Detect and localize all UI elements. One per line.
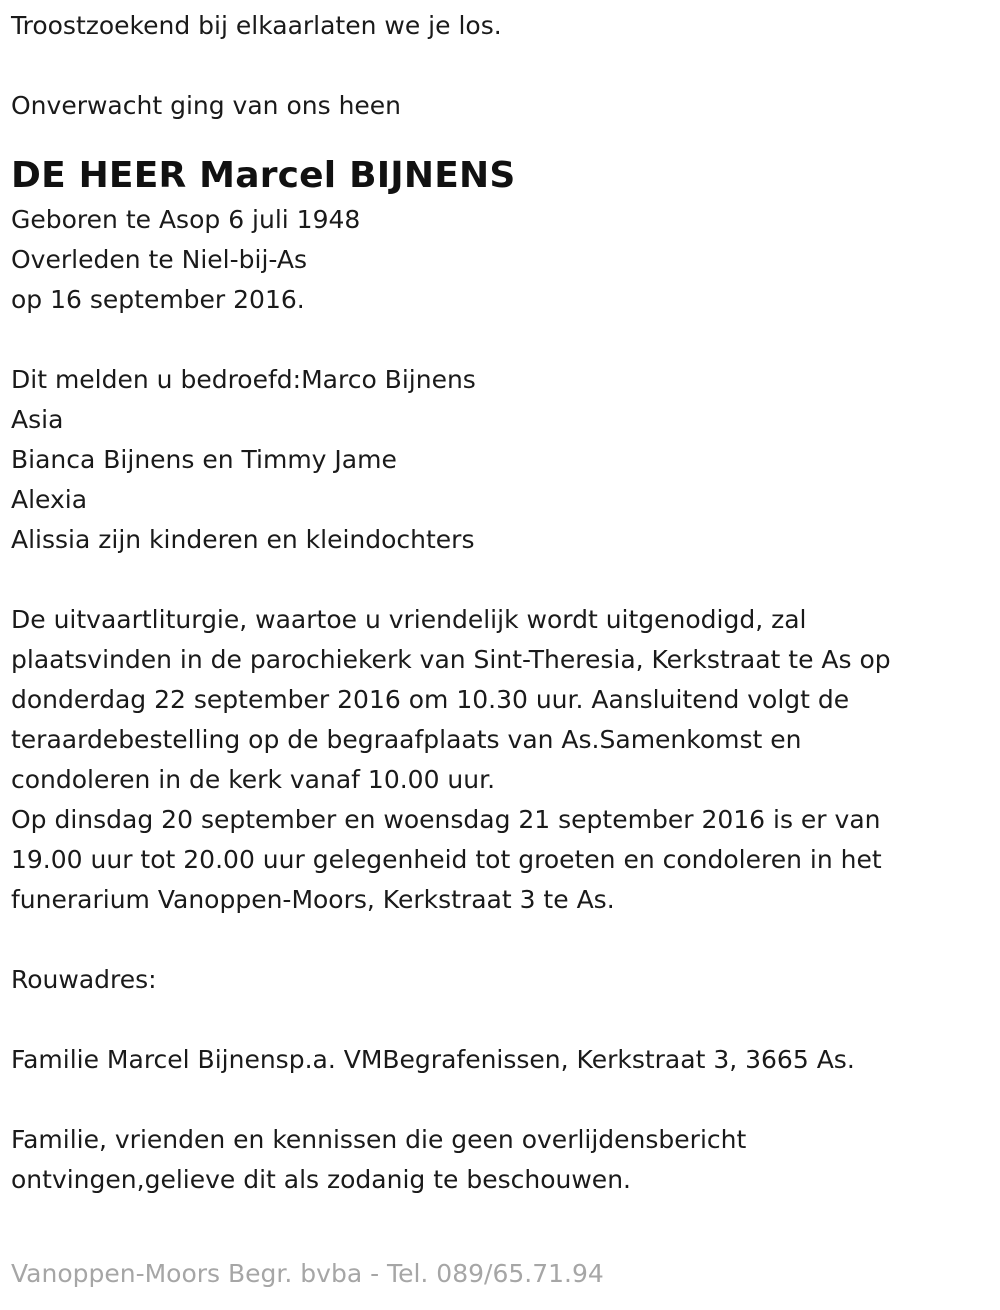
spacer [11, 126, 986, 150]
spacer [11, 320, 986, 360]
funeral-line: Op dinsdag 20 september en woensdag 21 september 2016 is er van [11, 805, 881, 834]
deceased-name: DE HEER Marcel BIJNENS [11, 155, 516, 196]
death-place: Overleden te Niel-bij-As [11, 245, 307, 274]
funeral-home-footer: Vanoppen-Moors Begr. bvba - Tel. 089/65.71.94 [11, 1259, 604, 1288]
funeral-line: funerarium Vanoppen-Moors, Kerkstraat 3 te As. [11, 885, 615, 914]
funeral-line: teraardebestelling op de begraafplaats van As.Samenkomst en [11, 725, 802, 754]
mourner-line: Bianca Bijnens en Timmy Jame [11, 445, 397, 474]
mourners-list [11, 360, 986, 560]
spacer [11, 1000, 986, 1040]
intro-quote: Troostzoekend bij elkaarlaten we je los. [11, 11, 502, 40]
notice-paragraph [11, 1120, 986, 1200]
funeral-line: donderdag 22 september 2016 om 10.30 uur. Aansluitend volgt de [11, 685, 850, 714]
spacer [11, 920, 986, 960]
funeral-line: plaatsvinden in de parochiekerk van Sint-Theresia, Kerkstraat te As op [11, 645, 891, 674]
funeral-details [11, 600, 986, 920]
mourner-line: Alexia [11, 485, 88, 514]
notice-line: Familie, vrienden en kennissen die geen overlijdensbericht [11, 1125, 747, 1154]
spacer [11, 1080, 986, 1120]
spacer [11, 560, 986, 600]
mourner-line: Dit melden u bedroefd:Marco Bijnens [11, 365, 476, 394]
birth-info: Geboren te Asop 6 juli 1948 [11, 205, 361, 234]
spacer [11, 46, 986, 86]
funeral-line: condoleren in de kerk vanaf 10.00 uur. [11, 765, 496, 794]
obituary-document [11, 6, 986, 1200]
address-label: Rouwadres: [11, 965, 157, 994]
mourner-line: Alissia zijn kinderen en kleindochters [11, 525, 475, 554]
address-value: Familie Marcel Bijnensp.a. VMBegrafenissen, Kerkstraat 3, 3665 As. [11, 1045, 855, 1074]
funeral-line: 19.00 uur tot 20.00 uur gelegenheid tot groeten en condoleren in het [11, 845, 882, 874]
mourner-line: Asia [11, 405, 64, 434]
funeral-line: De uitvaartliturgie, waartoe u vriendelijk wordt uitgenodigd, zal [11, 605, 807, 634]
notice-line: ontvingen,gelieve dit als zodanig te beschouwen. [11, 1165, 631, 1194]
death-date: op 16 september 2016. [11, 285, 305, 314]
intro-announcement: Onverwacht ging van ons heen [11, 91, 402, 120]
